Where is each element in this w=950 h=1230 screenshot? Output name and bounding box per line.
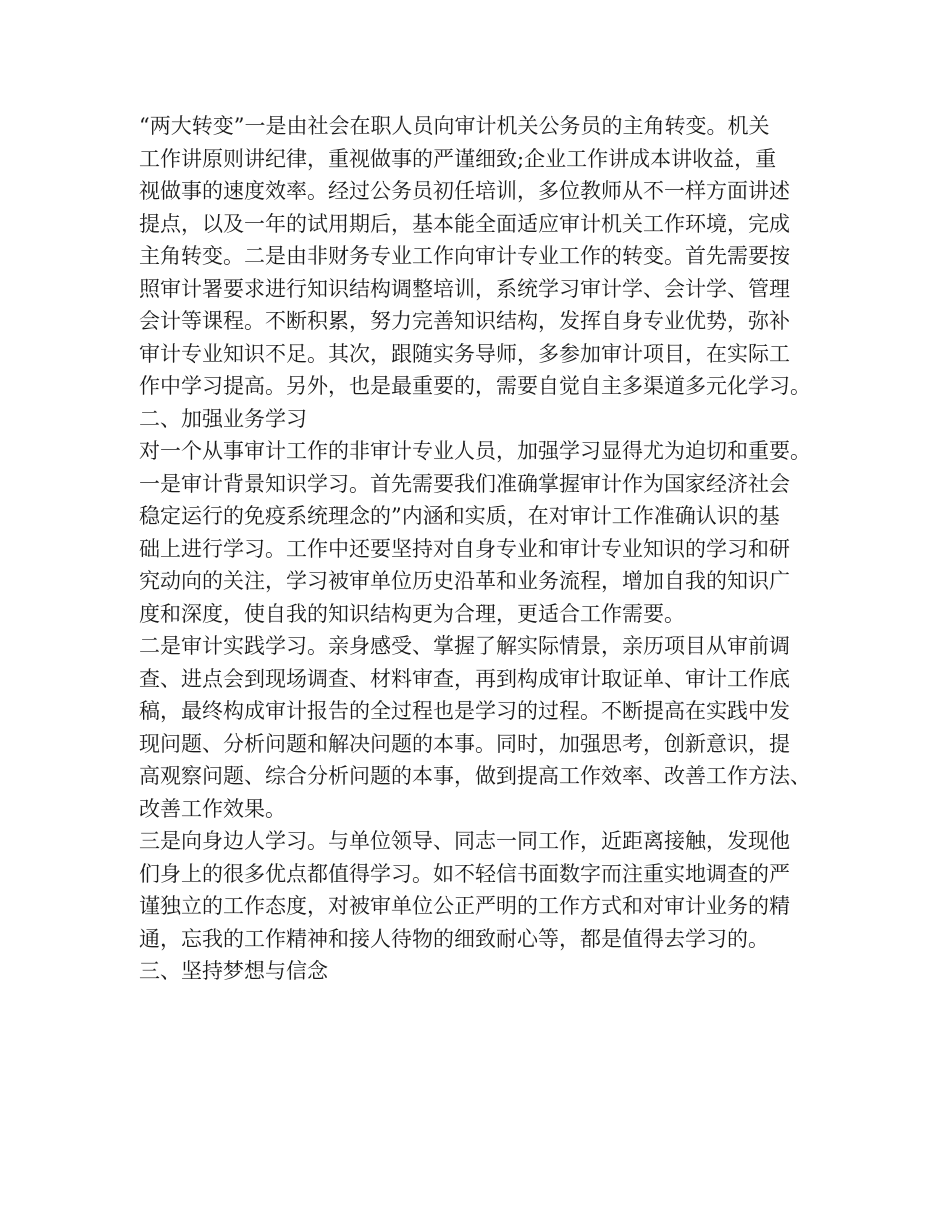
text-line: 一是审计背景知识学习。首先需要我们准确掌握审计作为国家经济社会	[139, 471, 790, 496]
text-line: 二是审计实践学习。亲身感受、掌握了解实际情景，亲历项目从审前调	[139, 634, 790, 658]
text-line: 稿，最终构成审计报告的全过程也是学习的过程。不断提高在实践中发	[139, 699, 790, 723]
text-line: 谨独立的工作态度，对被审单位公正严明的工作方式和对审计业务的精	[139, 894, 790, 918]
text-line: 究动向的关注，学习被审单位历史沿革和业务流程，增加自我的知识广	[139, 569, 790, 593]
text-line: 度和深度，使自我的知识结构更为合理，更适合工作需要。	[139, 601, 685, 626]
text-line: “两大转变”一是由社会在职人员向审计机关公务员的主角转变。机关	[139, 114, 770, 138]
text-line: 主角转变。二是由非财务专业工作向审计专业工作的转变。首先需要按	[139, 244, 790, 268]
section-heading: 三、坚持梦想与信念	[139, 959, 328, 983]
text-line: 会计等课程。不断积累，努力完善知识结构，发挥自身专业优势，弥补	[139, 309, 790, 333]
text-line: 现问题、分析问题和解决问题的本事。同时，加强思考，创新意识，提	[139, 731, 790, 756]
text-line: 照审计署要求进行知识结构调整培训，系统学习审计学、会计学、管理	[139, 276, 790, 301]
text-line: 改善工作效果。	[139, 796, 286, 821]
text-line: 们身上的很多优点都值得学习。如不轻信书面数字而注重实地调查的严	[139, 861, 790, 886]
text-line: 对一个从事审计工作的非审计专业人员，加强学习显得尤为迫切和重要。	[139, 439, 811, 463]
text-line: 工作讲原则讲纪律，重视做事的严谨细致;企业工作讲成本讲收益，重	[139, 146, 777, 171]
text-line: 作中学习提高。另外，也是最重要的，需要自觉自主多渠道多元化学习。	[139, 374, 811, 398]
section-heading: 二、加强业务学习	[139, 406, 307, 431]
text-line: 视做事的速度效率。经过公务员初任培训，多位教师从不一样方面讲述	[139, 179, 790, 203]
text-line: 稳定运行的免疫系统理念的”内涵和实质，在对审计工作准确认识的基	[139, 504, 780, 528]
text-line: 查、进点会到现场调查、材料审查，再到构成审计取证单、审计工作底	[139, 666, 790, 691]
document-body	[139, 110, 829, 988]
text-line: 通，忘我的工作精神和接人待物的细致耐心等，都是值得去学习的。	[139, 926, 769, 951]
text-line: 三是向身边人学习。与单位领导、同志一同工作，近距离接触，发现他	[139, 829, 790, 853]
text-line: 础上进行学习。工作中还要坚持对自身专业和审计专业知识的学习和研	[139, 536, 790, 561]
text-line: 高观察问题、综合分析问题的本事，做到提高工作效率、改善工作方法、	[139, 764, 811, 788]
text-line: 提点，以及一年的试用期后，基本能全面适应审计机关工作环境，完成	[139, 211, 790, 236]
text-line: 审计专业知识不足。其次，跟随实务导师，多参加审计项目，在实际工	[139, 341, 790, 366]
